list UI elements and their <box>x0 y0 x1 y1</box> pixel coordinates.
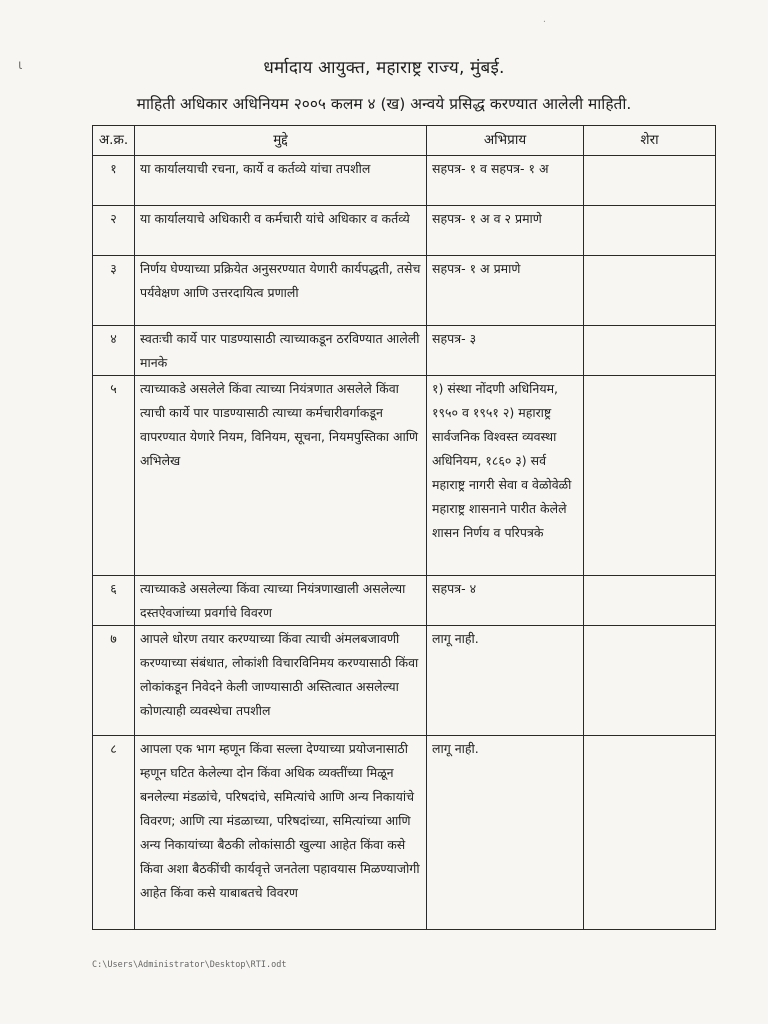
document-title: धर्मादाय आयुक्त, महाराष्ट्र राज्य, मुंबई. <box>263 58 505 78</box>
row-issue: आपला एक भाग म्हणून किंवा सल्ला देण्याच्या प्रयोजनासाठी म्हणून घटित केलेल्या दोन किंवा अधिक व्यक्तींच्या मिळून बनलेल्या मंडळांचे, परिषदांचे, समित्यांचे आणि अन्य निकायांचे विवरण; आणि त्या मंडळाच्या, परिषदांच्या, समित्यांच्या आणि अन्य निकायांच्या बैठकी लोकांसाठी खुल्या आहेत किंवा कसे किंवा अशा बैठकींची कार्यवृत्ते जनतेला पहावयास मिळण्याजोगी आहेत किंवा कसे याबाबतचे विवरण <box>135 736 427 930</box>
row-serial: १ <box>93 156 135 206</box>
table-row <box>93 326 716 376</box>
row-serial: २ <box>93 206 135 256</box>
row-serial: ५ <box>93 376 135 576</box>
row-serial: ४ <box>93 326 135 376</box>
row-remark: सहपत्र- ४ <box>427 576 584 626</box>
row-issue: निर्णय घेण्याच्या प्रक्रियेत अनुसरण्यात येणारी कार्यपद्धती, तसेच पर्यवेक्षण आणि उत्तरदायित्व प्रणाली <box>135 256 427 326</box>
row-remark: सहपत्र- १ अ प्रमाणे <box>427 256 584 326</box>
row-note <box>584 626 716 736</box>
row-issue: स्वतःची कार्ये पार पाडण्यासाठी त्याच्याकडून ठरविण्यात आलेली मानके <box>135 326 427 376</box>
row-serial: ६ <box>93 576 135 626</box>
column-header-note: शेरा <box>584 126 716 156</box>
row-remark: सहपत्र- ३ <box>427 326 584 376</box>
row-remark: १) संस्था नोंदणी अधिनियम, १९५० व १९५१ २) महाराष्ट्र सार्वजनिक विश्वस्त व्यवस्था अधिनियम, १८६० ३) सर्व महाराष्ट्र नागरी सेवा व वेळोवेळी महाराष्ट्र शासनाने पारीत केलेले शासन निर्णय व परिपत्रके <box>427 376 584 576</box>
footer-file-path: C:\Users\Administrator\Desktop\RTI.odt <box>92 960 287 970</box>
row-note <box>584 256 716 326</box>
row-note <box>584 326 716 376</box>
row-note <box>584 376 716 576</box>
row-note <box>584 206 716 256</box>
table-header-row <box>93 126 716 156</box>
row-note <box>584 736 716 930</box>
table-row <box>93 576 716 626</box>
table-row <box>93 206 716 256</box>
row-issue: त्याच्याकडे असलेले किंवा त्याच्या नियंत्रणात असलेले किंवा त्याची कार्ये पार पाडण्यासाठी त्याच्या कर्मचारीवर्गाकडून वापरण्यात येणारे नियम, विनियम, सूचना, नियमपुस्तिका आणि अभिलेख <box>135 376 427 576</box>
row-issue: त्याच्याकडे असलेल्या किंवा त्याच्या नियंत्रणाखाली असलेल्या दस्तऐवजांच्या प्रवर्गाचे विवरण <box>135 576 427 626</box>
row-remark: लागू नाही. <box>427 736 584 930</box>
row-remark: लागू नाही. <box>427 626 584 736</box>
document-subtitle: माहिती अधिकार अधिनियम २००५ कलम ४ (ख) अन्वये प्रसिद्ध करण्यात आलेली माहिती. <box>136 95 632 113</box>
row-issue: आपले धोरण तयार करण्याच्या किंवा त्याची अंमलबजावणी करण्याच्या संबंधात, लोकांशी विचारविनिमय करण्यासाठी किंवा लोकांकडून निवेदने केली जाण्यासाठी अस्तित्वात असलेल्या कोणत्याही व्यवस्थेचा तपशील <box>135 626 427 736</box>
row-note <box>584 156 716 206</box>
rti-info-table <box>92 125 716 930</box>
column-header-remark: अभिप्राय <box>427 126 584 156</box>
margin-mark: ι <box>18 58 23 73</box>
row-issue: या कार्यालयाची रचना, कार्ये व कर्तव्ये यांचा तपशील <box>135 156 427 206</box>
row-remark: सहपत्र- १ अ व २ प्रमाणे <box>427 206 584 256</box>
row-serial: ३ <box>93 256 135 326</box>
column-header-issue: मुद्दे <box>135 126 427 156</box>
table-row <box>93 376 716 576</box>
speck: · <box>542 17 546 28</box>
table-row <box>93 156 716 206</box>
table-row <box>93 256 716 326</box>
row-note <box>584 576 716 626</box>
row-remark: सहपत्र- १ व सहपत्र- १ अ <box>427 156 584 206</box>
row-serial: ८ <box>93 736 135 930</box>
row-serial: ७ <box>93 626 135 736</box>
row-issue: या कार्यालयाचे अधिकारी व कर्मचारी यांचे अधिकार व कर्तव्ये <box>135 206 427 256</box>
table-row <box>93 736 716 930</box>
column-header-serial: अ.क्र. <box>93 126 135 156</box>
table-row <box>93 626 716 736</box>
